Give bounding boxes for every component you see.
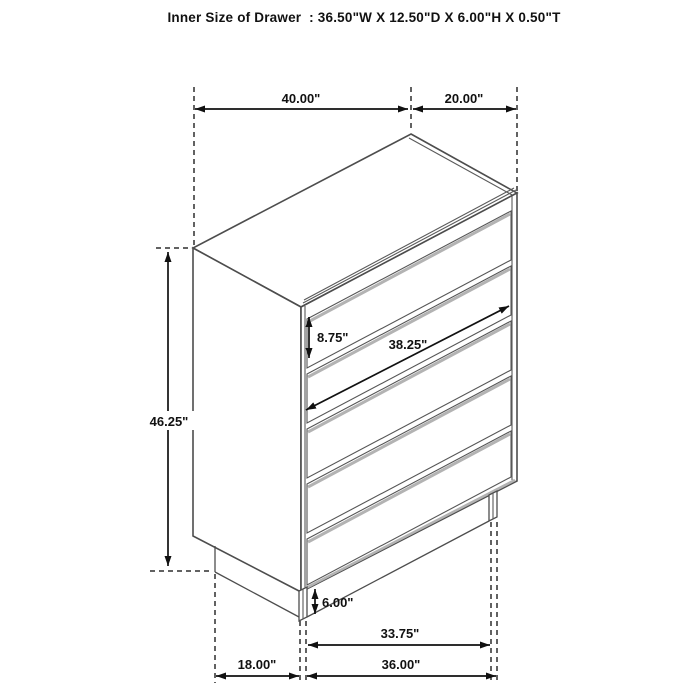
chest-body bbox=[193, 134, 517, 621]
dim-label-base-depth: 18.00" bbox=[237, 657, 277, 672]
dim-label-leg-height: 6.00" bbox=[322, 595, 354, 610]
dim-label-top-width: 40.00" bbox=[281, 91, 321, 106]
dim-label-overall-height: 46.25" bbox=[149, 414, 189, 429]
chest-side-panel bbox=[193, 248, 301, 592]
dim-label-base-width: 36.00" bbox=[381, 657, 421, 672]
dim-label-drawer-width: 38.25" bbox=[388, 337, 428, 352]
dim-label-leg-span: 33.75" bbox=[380, 626, 420, 641]
diagram-title: Inner Size of Drawer : 36.50"W X 12.50"D X 6.00"H X 0.50"T bbox=[167, 10, 561, 25]
dim-label-top-depth: 20.00" bbox=[444, 91, 484, 106]
dim-label-drawer-height: 8.75" bbox=[317, 330, 349, 345]
